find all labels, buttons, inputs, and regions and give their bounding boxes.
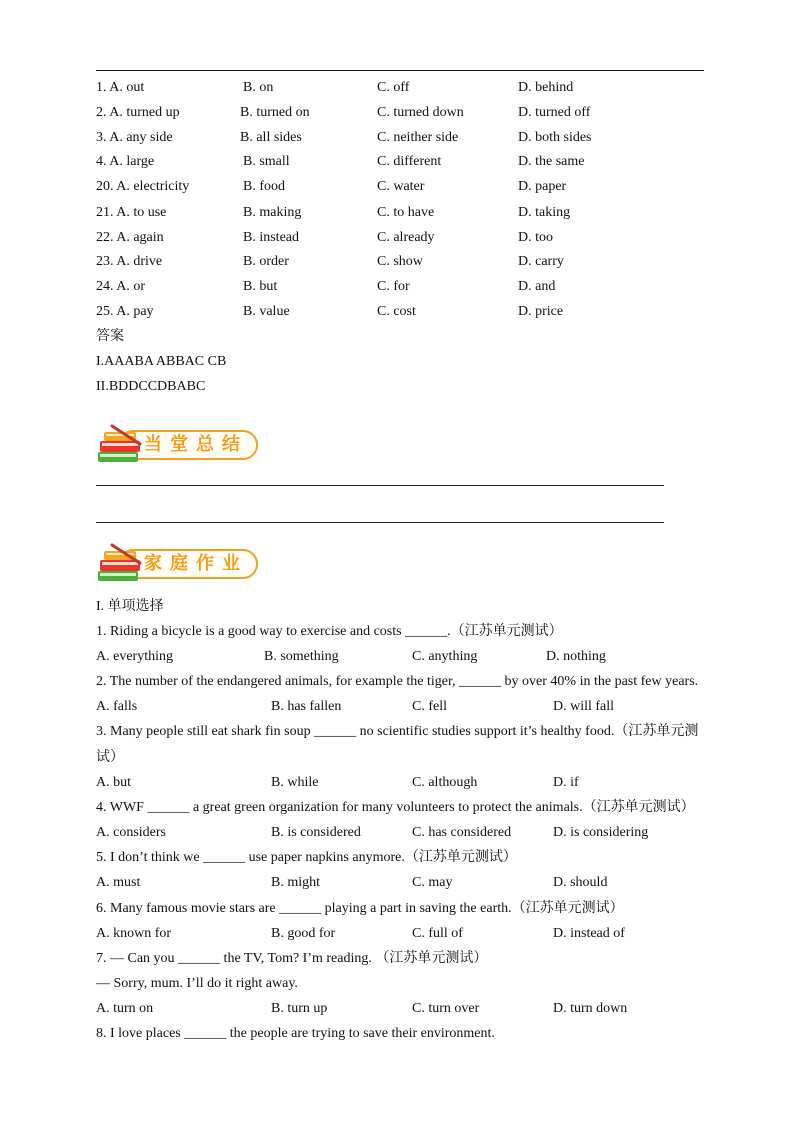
question-options [0,824,800,842]
question-stem: 1. Riding a bicycle is a good way to exercise and costs ______.（江苏单元测试） [96,624,563,639]
option-b: B. has fallen [271,699,342,714]
option-b: B. turned on [240,105,310,120]
question-stem-cont: — Sorry, mum. I’ll do it right away. [96,976,298,991]
option-a: 4. A. large [96,154,155,169]
option-c: C. already [377,230,435,245]
option-c: C. water [377,179,425,194]
option-row [0,129,800,147]
option-row [0,229,800,247]
option-a: 22. A. again [96,230,164,245]
question-options [0,648,800,666]
option-d: D. is considering [553,825,649,840]
option-b: B. might [271,875,321,890]
books-icon [96,424,148,468]
option-a: A. everything [96,649,173,664]
question-stem-cont: 试） [96,750,124,765]
option-row [0,278,800,296]
option-a: A. but [96,775,131,790]
question-stem: 8. I love places ______ the people are trying to save their environment. [96,1026,495,1041]
answer-key-2: II.BDDCCDBABC [96,379,206,394]
option-a: A. must [96,875,141,890]
option-d: D. turned off [518,105,591,120]
option-d: D. and [518,279,556,294]
option-a: 25. A. pay [96,304,154,319]
option-row [0,79,800,97]
option-d: D. both sides [518,130,592,145]
question-stem: 2. The number of the endangered animals, for example the tiger, ______ by over 40% in the past few years. [96,674,699,689]
option-c: C. turn over [412,1001,480,1016]
option-row [0,303,800,321]
header-rule [96,70,704,71]
option-c: C. cost [377,304,416,319]
homework-banner [96,543,260,585]
option-a: A. considers [96,825,166,840]
option-b: B. all sides [240,130,302,145]
option-c: C. off [377,80,410,95]
option-b: B. turn up [271,1001,328,1016]
option-row [0,153,800,171]
section-title: I. 单项选择 [96,599,164,614]
question-stem: 4. WWF ______ a great green organization for many volunteers to protect the animals.（江苏单元测试） [96,800,695,815]
option-b: B. food [243,179,285,194]
option-a: 21. A. to use [96,205,167,220]
option-row [0,178,800,196]
option-d: D. the same [518,154,585,169]
option-a: 24. A. or [96,279,145,294]
option-b: B. value [243,304,290,319]
option-row [0,204,800,222]
option-c: C. different [377,154,442,169]
option-a: 1. A. out [96,80,145,95]
question-stem: 3. Many people still eat shark fin soup ______ no scientific studies support it’s healthy food.（江苏单元测 [96,724,699,739]
option-c: C. although [412,775,478,790]
option-a: 23. A. drive [96,254,163,269]
blank-line [96,485,664,486]
question-options [0,925,800,943]
option-b: B. making [243,205,302,220]
option-a: 2. A. turned up [96,105,180,120]
option-c: C. may [412,875,453,890]
option-a: 20. A. electricity [96,179,190,194]
option-b: B. on [243,80,274,95]
option-c: C. turned down [377,105,464,120]
option-d: D. should [553,875,608,890]
option-d: D. price [518,304,564,319]
option-b: B. order [243,254,289,269]
option-b: B. while [271,775,319,790]
option-b: B. something [264,649,339,664]
option-d: D. will fall [553,699,615,714]
option-row [0,253,800,271]
option-d: D. nothing [546,649,606,664]
blank-line [96,522,664,523]
option-d: D. taking [518,205,571,220]
option-d: D. behind [518,80,574,95]
option-c: C. has considered [412,825,512,840]
option-b: B. small [243,154,290,169]
question-options [0,698,800,716]
option-a: A. falls [96,699,138,714]
homework-title: 家庭作业 [144,553,248,574]
option-b: B. good for [271,926,336,941]
option-c: C. neither side [377,130,459,145]
option-c: C. anything [412,649,478,664]
question-options [0,774,800,792]
summary-banner [96,424,260,466]
question-stem: 5. I don’t think we ______ use paper napkins anymore.（江苏单元测试） [96,850,517,865]
option-d: D. if [553,775,579,790]
option-a: 3. A. any side [96,130,173,145]
question-options [0,1000,800,1018]
option-a: A. known for [96,926,172,941]
option-c: C. fell [412,699,447,714]
question-stem: 7. — Can you ______ the TV, Tom? I’m reading. （江苏单元测试） [96,951,488,966]
option-d: D. paper [518,179,567,194]
summary-title: 当堂总结 [144,434,248,455]
answer-key-1: I.AAABA ABBAC CB [96,354,227,369]
books-icon [96,543,148,587]
option-d: D. instead of [553,926,625,941]
option-b: B. instead [243,230,299,245]
question-stem: 6. Many famous movie stars are ______ playing a part in saving the earth.（江苏单元测试） [96,901,624,916]
option-c: C. show [377,254,423,269]
option-d: D. carry [518,254,564,269]
option-b: B. is considered [271,825,361,840]
option-c: C. to have [377,205,435,220]
question-options [0,874,800,892]
option-a: A. turn on [96,1001,154,1016]
option-c: C. full of [412,926,463,941]
option-c: C. for [377,279,410,294]
option-d: D. turn down [553,1001,628,1016]
option-row [0,104,800,122]
answer-label: 答案 [96,329,124,344]
option-b: B. but [243,279,278,294]
option-d: D. too [518,230,553,245]
